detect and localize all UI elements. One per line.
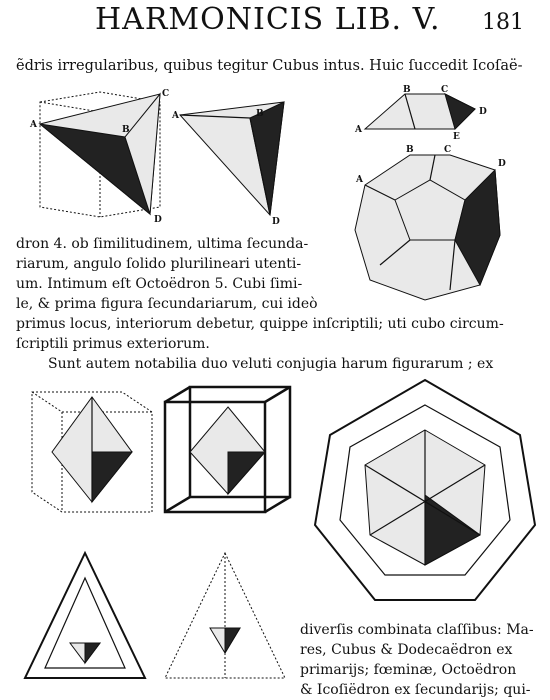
octahedron-in-cube-frame-figure — [160, 382, 300, 527]
figure-label-a: A — [30, 120, 37, 130]
text-line-5: le, & prima figura ſecundariarum, cui ideò — [16, 296, 318, 312]
dashed-tetrahedron-figure — [160, 548, 290, 688]
figure-label-d: D — [479, 107, 487, 117]
text-line-10: res, Cubus & Dodecaëdron ex — [300, 642, 513, 658]
figure-label-b: B — [122, 125, 130, 135]
tetrahedron-with-octahedron-figure — [20, 548, 150, 688]
figure-label-c: C — [441, 85, 449, 95]
text-line-4: um. Intimum eſt Octoëdron 5. Cubi ſimi- — [16, 276, 303, 292]
tetrahedron-figure — [172, 100, 292, 230]
figure-label-a: A — [356, 175, 363, 185]
figure-label-a: A — [172, 111, 179, 121]
dodecahedron-figure — [340, 140, 515, 305]
figure-label-a: A — [355, 125, 362, 135]
figure-label-b: B — [403, 85, 411, 95]
figure-label-d: D — [154, 215, 162, 225]
figure-label-d: D — [272, 217, 280, 227]
text-line-9: diverſis combinata claſſibus: Ma- — [300, 622, 534, 638]
figure-label-b: B — [406, 145, 414, 155]
text-line-2: dron 4. ob ſimilitudinem, ultima ſecunda- — [16, 236, 309, 252]
text-line-11: primarijs; fœminæ, Octoëdron — [300, 662, 517, 678]
figure-label-c: C — [444, 145, 452, 155]
figure-label-c: C — [162, 89, 170, 99]
text-line-6: primus locus, interiorum debetur, quippe inſcriptili; uti cubo circum- — [16, 316, 504, 332]
text-line-1: ẽdris irregularibus, quibus tegitur Cubus intus. Huic ſuccedit Icoſaë- — [16, 58, 523, 74]
text-line-8: Sunt autem notabilia duo veluti conjugia harum figurarum ; ex — [48, 356, 494, 372]
octahedron-in-cube-figure — [22, 382, 162, 527]
text-line-7: ſcriptili primus exteriorum. — [16, 336, 210, 352]
text-line-3: riarum, angulo ſolido plurilineari utenti- — [16, 256, 302, 272]
tetrahedron-in-cube-figure — [30, 82, 170, 232]
page-number: 181 — [482, 10, 524, 35]
figure-label-b: B — [256, 109, 264, 119]
text-line-12: & Icoſiëdron ex ſecundarijs; qui- — [300, 682, 531, 698]
icosahedron-in-dodecahedron-figure — [305, 375, 545, 615]
figure-label-d: D — [498, 159, 506, 169]
figure-label-e: E — [453, 132, 460, 142]
icosahedron-section-figure — [355, 84, 505, 142]
running-header: HARMONICIS LIB. V. — [95, 2, 441, 37]
